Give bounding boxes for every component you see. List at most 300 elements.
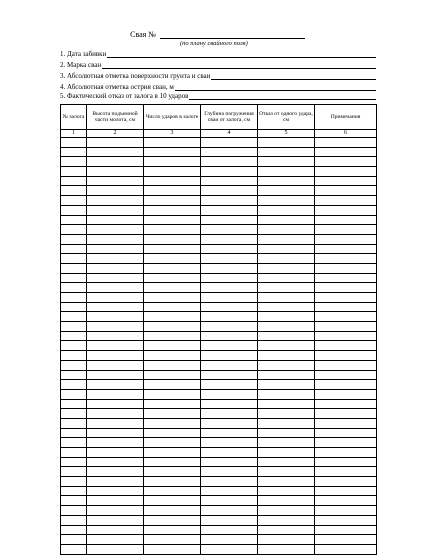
table-cell[interactable] — [144, 477, 201, 487]
table-cell[interactable] — [61, 360, 87, 370]
table-cell[interactable] — [87, 283, 144, 293]
table-cell[interactable] — [201, 399, 258, 409]
table-cell[interactable] — [144, 138, 201, 148]
table-cell[interactable] — [258, 428, 315, 438]
table-cell[interactable] — [87, 176, 144, 186]
table-cell[interactable] — [144, 496, 201, 506]
table-cell[interactable] — [61, 457, 87, 467]
table-cell[interactable] — [144, 409, 201, 419]
table-cell[interactable] — [144, 506, 201, 516]
table-cell[interactable] — [201, 544, 258, 554]
table-row — [61, 322, 377, 332]
table-cell[interactable] — [315, 147, 377, 157]
table-cell[interactable] — [61, 244, 87, 254]
table-cell[interactable] — [61, 380, 87, 390]
table-cell[interactable] — [61, 254, 87, 264]
table-cell[interactable] — [144, 370, 201, 380]
table-cell[interactable] — [258, 196, 315, 206]
table-cell[interactable] — [61, 196, 87, 206]
table-cell[interactable] — [258, 544, 315, 554]
table-cell[interactable] — [61, 418, 87, 428]
field-driving-date[interactable] — [60, 48, 376, 58]
table-cell[interactable] — [144, 215, 201, 225]
table-cell[interactable] — [61, 186, 87, 196]
table-cell[interactable] — [87, 486, 144, 496]
table-row — [61, 380, 377, 390]
table-cell[interactable] — [258, 167, 315, 177]
column-number: 6 — [315, 130, 377, 138]
table-cell[interactable] — [315, 438, 377, 448]
column-number: 5 — [258, 130, 315, 138]
table-cell[interactable] — [61, 477, 87, 487]
table-cell[interactable] — [201, 302, 258, 312]
table-cell[interactable] — [144, 331, 201, 341]
table-cell[interactable] — [61, 312, 87, 322]
table-cell[interactable] — [87, 244, 144, 254]
table-cell[interactable] — [144, 535, 201, 545]
table-cell[interactable] — [87, 360, 144, 370]
table-cell[interactable] — [144, 515, 201, 525]
table-cell[interactable] — [61, 544, 87, 554]
table-cell[interactable] — [315, 196, 377, 206]
table-cell[interactable] — [61, 331, 87, 341]
table-cell[interactable] — [201, 322, 258, 332]
table-cell[interactable] — [258, 138, 315, 148]
table-cell[interactable] — [201, 283, 258, 293]
table-cell[interactable] — [61, 341, 87, 351]
table-cell[interactable] — [315, 138, 377, 148]
table-cell[interactable] — [258, 418, 315, 428]
table-cell[interactable] — [258, 409, 315, 419]
table-cell[interactable] — [87, 186, 144, 196]
table-cell[interactable] — [315, 409, 377, 419]
column-number: 1 — [61, 130, 87, 138]
table-cell[interactable] — [258, 496, 315, 506]
table-cell[interactable] — [201, 196, 258, 206]
table-cell[interactable] — [258, 370, 315, 380]
table-cell[interactable] — [258, 448, 315, 458]
table-cell[interactable] — [201, 428, 258, 438]
table-cell[interactable] — [258, 205, 315, 215]
table-cell[interactable] — [201, 167, 258, 177]
field-line[interactable] — [107, 50, 376, 58]
pile-title — [0, 30, 435, 39]
table-cell[interactable] — [87, 312, 144, 322]
table-cell[interactable] — [258, 302, 315, 312]
table-cell[interactable] — [61, 138, 87, 148]
table-cell[interactable] — [87, 477, 144, 487]
table-cell[interactable] — [315, 370, 377, 380]
table-cell[interactable] — [61, 215, 87, 225]
table-cell[interactable] — [144, 167, 201, 177]
table-cell[interactable] — [201, 506, 258, 516]
table-cell[interactable] — [258, 244, 315, 254]
table-cell[interactable] — [315, 205, 377, 215]
table-cell[interactable] — [201, 138, 258, 148]
table-cell[interactable] — [258, 457, 315, 467]
table-cell[interactable] — [201, 448, 258, 458]
table-cell[interactable] — [144, 157, 201, 167]
table-cell[interactable] — [144, 302, 201, 312]
table-cell[interactable] — [87, 196, 144, 206]
table-cell[interactable] — [61, 399, 87, 409]
table-cell[interactable] — [258, 312, 315, 322]
table-cell[interactable] — [315, 312, 377, 322]
table-cell[interactable] — [258, 215, 315, 225]
table-cell[interactable] — [258, 273, 315, 283]
table-cell[interactable] — [201, 186, 258, 196]
table-cell[interactable] — [201, 351, 258, 361]
table-cell[interactable] — [87, 525, 144, 535]
field-pile-brand[interactable] — [60, 59, 376, 69]
table-cell[interactable] — [144, 244, 201, 254]
table-cell[interactable] — [315, 302, 377, 312]
table-cell[interactable] — [87, 515, 144, 525]
table-cell[interactable] — [201, 215, 258, 225]
table-cell[interactable] — [144, 263, 201, 273]
table-cell[interactable] — [61, 176, 87, 186]
table-cell[interactable] — [315, 234, 377, 244]
table-cell[interactable] — [144, 176, 201, 186]
pile-number-line[interactable] — [160, 30, 305, 39]
table-cell[interactable] — [144, 205, 201, 215]
field-label: 5. Фактический отказ от залога в 10 ударов — [60, 92, 189, 100]
table-cell[interactable] — [87, 506, 144, 516]
table-row — [61, 428, 377, 438]
table-cell[interactable] — [61, 225, 87, 235]
table-cell[interactable] — [87, 409, 144, 419]
table-row — [61, 147, 377, 157]
table-cell[interactable] — [201, 254, 258, 264]
table-cell[interactable] — [315, 457, 377, 467]
table-cell[interactable] — [315, 176, 377, 186]
table-cell[interactable] — [315, 418, 377, 428]
table-cell[interactable] — [201, 370, 258, 380]
table-cell[interactable] — [144, 525, 201, 535]
table-cell[interactable] — [258, 535, 315, 545]
table-cell[interactable] — [144, 380, 201, 390]
table-cell[interactable] — [87, 467, 144, 477]
table-cell[interactable] — [258, 506, 315, 516]
table-cell[interactable] — [144, 486, 201, 496]
table-cell[interactable] — [201, 409, 258, 419]
table-row — [61, 544, 377, 554]
table-cell[interactable] — [87, 399, 144, 409]
table-cell[interactable] — [144, 341, 201, 351]
table-row — [61, 448, 377, 458]
table-cell[interactable] — [144, 438, 201, 448]
table-cell[interactable] — [201, 467, 258, 477]
table-cell[interactable] — [61, 409, 87, 419]
table-cell[interactable] — [315, 225, 377, 235]
table-row — [61, 186, 377, 196]
table-cell[interactable] — [315, 399, 377, 409]
table-cell[interactable] — [144, 544, 201, 554]
table-cell[interactable] — [61, 486, 87, 496]
table-cell[interactable] — [258, 399, 315, 409]
table-cell[interactable] — [315, 215, 377, 225]
table-cell[interactable] — [315, 186, 377, 196]
field-line[interactable] — [102, 61, 376, 69]
table-cell[interactable] — [201, 234, 258, 244]
table-cell[interactable] — [144, 418, 201, 428]
table-cell[interactable] — [315, 322, 377, 332]
field-line[interactable] — [189, 92, 376, 100]
table-cell[interactable] — [87, 254, 144, 264]
table-cell[interactable] — [87, 418, 144, 428]
table-cell[interactable] — [201, 244, 258, 254]
table-cell[interactable] — [61, 157, 87, 167]
table-cell[interactable] — [201, 477, 258, 487]
field-ground-elevation[interactable] — [60, 70, 376, 80]
table-cell[interactable] — [201, 486, 258, 496]
table-cell[interactable] — [87, 234, 144, 244]
column-header: Примечания — [315, 105, 377, 130]
driving-log-table — [60, 104, 377, 555]
table-cell[interactable] — [87, 457, 144, 467]
table-cell[interactable] — [87, 322, 144, 332]
table-cell[interactable] — [258, 341, 315, 351]
table-cell[interactable] — [61, 496, 87, 506]
table-cell[interactable] — [201, 331, 258, 341]
table-cell[interactable] — [258, 515, 315, 525]
table-cell[interactable] — [144, 467, 201, 477]
table-cell[interactable] — [201, 389, 258, 399]
table-cell[interactable] — [61, 205, 87, 215]
table-cell[interactable] — [201, 418, 258, 428]
table-cell[interactable] — [258, 525, 315, 535]
table-cell[interactable] — [61, 515, 87, 525]
table-cell[interactable] — [144, 186, 201, 196]
table-cell[interactable] — [258, 438, 315, 448]
table-row — [61, 205, 377, 215]
table-cell[interactable] — [61, 428, 87, 438]
table-cell[interactable] — [87, 273, 144, 283]
pile-title-label: Свая № — [130, 30, 156, 39]
table-cell[interactable] — [315, 467, 377, 477]
table-cell[interactable] — [315, 515, 377, 525]
table-cell[interactable] — [87, 544, 144, 554]
table-cell[interactable] — [201, 225, 258, 235]
table-cell[interactable] — [258, 263, 315, 273]
table-cell[interactable] — [144, 428, 201, 438]
pile-subtitle: (по плану свайного поля) — [180, 40, 248, 47]
table-cell[interactable] — [315, 486, 377, 496]
table-cell[interactable] — [61, 322, 87, 332]
table-cell[interactable] — [87, 293, 144, 303]
table-cell[interactable] — [87, 380, 144, 390]
table-row — [61, 409, 377, 419]
table-row — [61, 244, 377, 254]
table-cell[interactable] — [87, 448, 144, 458]
table-cell[interactable] — [201, 312, 258, 322]
table-cell[interactable] — [61, 273, 87, 283]
table-cell[interactable] — [144, 351, 201, 361]
table-cell[interactable] — [201, 380, 258, 390]
table-cell[interactable] — [87, 428, 144, 438]
table-cell[interactable] — [201, 515, 258, 525]
table-row — [61, 331, 377, 341]
table-cell[interactable] — [61, 525, 87, 535]
table-cell[interactable] — [144, 448, 201, 458]
table-cell[interactable] — [258, 322, 315, 332]
table-cell[interactable] — [315, 535, 377, 545]
table-cell[interactable] — [144, 283, 201, 293]
table-cell[interactable] — [315, 263, 377, 273]
table-cell[interactable] — [61, 389, 87, 399]
table-cell[interactable] — [315, 283, 377, 293]
table-cell[interactable] — [315, 477, 377, 487]
table-cell[interactable] — [201, 147, 258, 157]
table-cell[interactable] — [61, 293, 87, 303]
column-header: Число ударов в залоге — [144, 105, 201, 130]
table-cell[interactable] — [258, 380, 315, 390]
table-cell[interactable] — [87, 263, 144, 273]
table-cell[interactable] — [87, 535, 144, 545]
table-cell[interactable] — [87, 370, 144, 380]
table-cell[interactable] — [87, 351, 144, 361]
table-cell[interactable] — [61, 283, 87, 293]
table-cell[interactable] — [201, 273, 258, 283]
table-cell[interactable] — [144, 147, 201, 157]
table-cell[interactable] — [315, 360, 377, 370]
table-cell[interactable] — [201, 438, 258, 448]
table-cell[interactable] — [87, 331, 144, 341]
table-cell[interactable] — [258, 351, 315, 361]
table-cell[interactable] — [61, 263, 87, 273]
table-cell[interactable] — [144, 293, 201, 303]
table-cell[interactable] — [144, 389, 201, 399]
table-cell[interactable] — [61, 302, 87, 312]
table-cell[interactable] — [315, 428, 377, 438]
field-line[interactable] — [211, 72, 376, 80]
table-cell[interactable] — [258, 147, 315, 157]
table-cell[interactable] — [258, 283, 315, 293]
table-cell[interactable] — [87, 167, 144, 177]
table-cell[interactable] — [201, 341, 258, 351]
table-cell[interactable] — [61, 167, 87, 177]
table-cell[interactable] — [315, 389, 377, 399]
table-cell[interactable] — [315, 167, 377, 177]
table-cell[interactable] — [315, 351, 377, 361]
table-cell[interactable] — [144, 196, 201, 206]
table-row — [61, 167, 377, 177]
table-cell[interactable] — [201, 457, 258, 467]
table-cell[interactable] — [144, 312, 201, 322]
table-row — [61, 215, 377, 225]
table-row — [61, 399, 377, 409]
table-cell[interactable] — [315, 244, 377, 254]
table-cell[interactable] — [61, 448, 87, 458]
column-number: 4 — [201, 130, 258, 138]
table-cell[interactable] — [61, 351, 87, 361]
table-cell[interactable] — [315, 380, 377, 390]
table-cell[interactable] — [87, 341, 144, 351]
table-cell[interactable] — [87, 215, 144, 225]
table-cell[interactable] — [87, 389, 144, 399]
table-cell[interactable] — [201, 496, 258, 506]
table-row — [61, 312, 377, 322]
table-row — [61, 138, 377, 148]
table-row — [61, 283, 377, 293]
table-cell[interactable] — [258, 186, 315, 196]
table-cell[interactable] — [61, 147, 87, 157]
table-cell[interactable] — [201, 360, 258, 370]
table-cell[interactable] — [87, 205, 144, 215]
table-cell[interactable] — [258, 176, 315, 186]
table-cell[interactable] — [258, 360, 315, 370]
table-cell[interactable] — [144, 273, 201, 283]
table-cell[interactable] — [87, 438, 144, 448]
table-cell[interactable] — [315, 525, 377, 535]
table-cell[interactable] — [201, 535, 258, 545]
table-cell[interactable] — [87, 147, 144, 157]
table-cell[interactable] — [258, 486, 315, 496]
field-actual-refusal[interactable] — [60, 90, 376, 100]
table-cell[interactable] — [144, 225, 201, 235]
table-cell[interactable] — [201, 205, 258, 215]
table-cell[interactable] — [61, 506, 87, 516]
table-cell[interactable] — [87, 157, 144, 167]
table-cell[interactable] — [315, 331, 377, 341]
table-cell[interactable] — [201, 176, 258, 186]
table-cell[interactable] — [201, 157, 258, 167]
table-cell[interactable] — [315, 448, 377, 458]
table-cell[interactable] — [258, 293, 315, 303]
table-cell[interactable] — [87, 138, 144, 148]
table-cell[interactable] — [258, 389, 315, 399]
table-cell[interactable] — [61, 438, 87, 448]
table-cell[interactable] — [144, 322, 201, 332]
table-cell[interactable] — [258, 225, 315, 235]
table-cell[interactable] — [144, 254, 201, 264]
table-cell[interactable] — [61, 467, 87, 477]
table-cell[interactable] — [258, 477, 315, 487]
table-row — [61, 506, 377, 516]
table-row — [61, 389, 377, 399]
table-cell[interactable] — [315, 293, 377, 303]
table-cell[interactable] — [315, 496, 377, 506]
field-label: 3. Абсолютная отметка поверхности грунта и сваи — [60, 72, 211, 80]
table-cell[interactable] — [87, 302, 144, 312]
table-cell[interactable] — [61, 234, 87, 244]
table-cell[interactable] — [258, 157, 315, 167]
table-cell[interactable] — [315, 254, 377, 264]
table-cell[interactable] — [258, 331, 315, 341]
table-cell[interactable] — [258, 467, 315, 477]
table-cell[interactable] — [87, 225, 144, 235]
table-cell[interactable] — [61, 535, 87, 545]
table-cell[interactable] — [258, 254, 315, 264]
table-row — [61, 360, 377, 370]
table-cell[interactable] — [144, 234, 201, 244]
table-cell[interactable] — [87, 496, 144, 506]
table-cell[interactable] — [315, 273, 377, 283]
table-row — [61, 263, 377, 273]
table-cell[interactable] — [201, 263, 258, 273]
table-cell[interactable] — [315, 544, 377, 554]
table-cell[interactable] — [258, 234, 315, 244]
table-cell[interactable] — [61, 370, 87, 380]
table-cell[interactable] — [201, 293, 258, 303]
table-cell[interactable] — [315, 341, 377, 351]
table-cell[interactable] — [201, 525, 258, 535]
table-cell[interactable] — [315, 506, 377, 516]
table-cell[interactable] — [144, 360, 201, 370]
table-cell[interactable] — [144, 399, 201, 409]
table-cell[interactable] — [144, 457, 201, 467]
table-cell[interactable] — [315, 157, 377, 167]
